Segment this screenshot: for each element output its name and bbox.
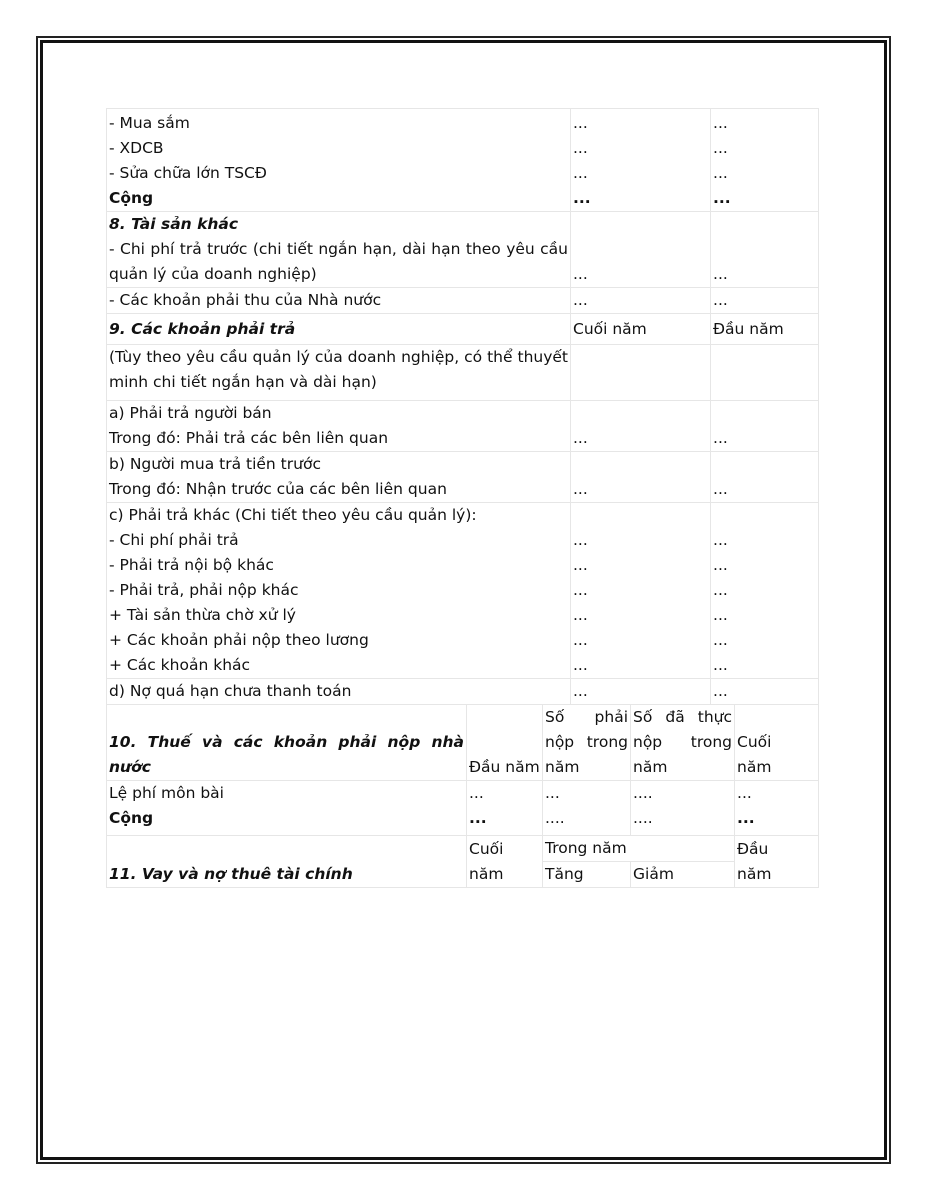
cell-value: ... (573, 531, 588, 549)
section-title: 11. Vay và nợ thuê tài chính (107, 836, 467, 888)
list-item: - Chi phí phải trả (109, 531, 239, 549)
section10-start (467, 781, 543, 836)
header-word: trong (690, 733, 733, 751)
cell-value: ... (573, 139, 588, 157)
table-row (107, 705, 819, 781)
header-word: Cuối (469, 840, 504, 858)
cell-value: ... (573, 606, 588, 624)
section10-payable (543, 781, 631, 836)
cell-value: .... (545, 809, 565, 827)
header-word: Số (633, 708, 653, 726)
list-item: - Sửa chữa lớn TSCĐ (109, 164, 267, 182)
cell-value: ... (469, 784, 484, 802)
cell-value: ... (571, 679, 711, 705)
empty-cell (711, 345, 819, 401)
header-word: nộp (633, 733, 663, 751)
list-item: + Các khoản khác (109, 656, 251, 674)
cell-value: ... (573, 631, 588, 649)
header-word: năm (545, 758, 580, 776)
cell-value: ... (573, 656, 588, 674)
total-label: Cộng (109, 189, 154, 207)
section9-c-col1 (571, 503, 711, 679)
column-header-payable (543, 705, 631, 781)
header-word: năm (633, 758, 668, 776)
table-row (107, 781, 819, 836)
header-word: Đầu (737, 840, 769, 858)
list-item: - XDCB (109, 139, 164, 157)
table-row (107, 503, 819, 679)
section9-a (107, 401, 571, 452)
list-item: - Chi phí trả trước (chi tiết ngắn hạn, dài hạn theo yêu cầu (109, 240, 568, 258)
cell-value: ... (573, 164, 588, 182)
section8-block (107, 212, 571, 288)
cell-value: ... (713, 189, 731, 207)
cell-value: .... (633, 784, 653, 802)
section7-col2 (711, 109, 819, 212)
header-word: năm (737, 758, 772, 776)
column-header: Cuối năm (571, 314, 711, 345)
section9-note (107, 345, 571, 401)
list-item: + Tài sản thừa chờ xử lý (109, 606, 296, 624)
note-text: minh chi tiết ngắn hạn và dài hạn) (109, 373, 377, 391)
header-word: đã (665, 708, 685, 726)
list-item: Trong đó: Phải trả các bên liên quan (109, 429, 389, 447)
notes-table (106, 108, 819, 888)
header-word: Cuối (737, 733, 772, 751)
cell-value: ... (713, 556, 728, 574)
list-item: Trong đó: Nhận trước của các bên liên quan (109, 480, 447, 498)
column-header: Đầu năm (711, 314, 819, 345)
cell-value: ... (713, 139, 728, 157)
list-item: a) Phải trả người bán (109, 404, 272, 422)
section9-c-col2 (711, 503, 819, 679)
section10-end (735, 781, 819, 836)
table-row (107, 288, 819, 314)
cell-value: ... (573, 556, 588, 574)
column-header-start (735, 836, 819, 888)
column-header: Giảm (631, 862, 735, 888)
section7-col1 (571, 109, 711, 212)
list-item: b) Người mua trả tiền trước (109, 455, 321, 473)
cell-value: ... (713, 581, 728, 599)
table-row (107, 401, 819, 452)
table-row (107, 679, 819, 705)
column-header: Đầu năm (467, 705, 543, 781)
list-item: c) Phải trả khác (Chi tiết theo yêu cầu quản lý): (109, 506, 477, 524)
cell-value: ... (573, 189, 591, 207)
list-item: - Phải trả nội bộ khác (109, 556, 274, 574)
header-word: năm (737, 865, 772, 883)
cell-value: ... (545, 784, 560, 802)
list-item: - Phải trả, phải nộp khác (109, 581, 299, 599)
empty-cell (571, 345, 711, 401)
column-header-end (735, 705, 819, 781)
section-title: 8. Tài sản khác (109, 215, 239, 233)
cell-value: ... (571, 212, 711, 288)
cell-value: ... (711, 288, 819, 314)
table-row (107, 345, 819, 401)
cell-value: ... (711, 212, 819, 288)
total-label: Cộng (109, 809, 154, 827)
cell-value: ... (713, 656, 728, 674)
list-item: - Các khoản phải thu của Nhà nước (107, 288, 571, 314)
header-word: năm (469, 865, 504, 883)
section-title: nước (109, 758, 151, 776)
list-item: - Mua sắm (109, 114, 190, 132)
cell-value: ... (713, 114, 728, 132)
table-row (107, 212, 819, 288)
table-row (107, 314, 819, 345)
column-header-end (467, 836, 543, 888)
section9-b (107, 452, 571, 503)
list-item: + Các khoản phải nộp theo lương (109, 631, 369, 649)
section10-paid (631, 781, 735, 836)
header-word: nộp (545, 733, 575, 751)
header-word: thực (697, 708, 733, 726)
header-word: Số (545, 708, 565, 726)
section-title: 9. Các khoản phải trả (107, 314, 571, 345)
cell-value: ... (737, 809, 755, 827)
header-word: phải (594, 708, 628, 726)
cell-value: ... (571, 452, 711, 503)
cell-value: ... (713, 164, 728, 182)
column-header-paid (631, 705, 735, 781)
cell-value: ... (713, 531, 728, 549)
section-title: 10. Thuế và các khoản phải nộp nhà (109, 733, 464, 751)
cell-value: ... (711, 452, 819, 503)
cell-value: ... (737, 784, 752, 802)
cell-value: ... (711, 401, 819, 452)
section10-title (107, 705, 467, 781)
column-header: Tăng (543, 862, 631, 888)
document-content (106, 108, 818, 888)
cell-value: ... (573, 581, 588, 599)
row-label: Lệ phí môn bài (109, 784, 224, 802)
header-word: trong (586, 733, 628, 751)
cell-value: ... (713, 631, 728, 649)
list-item: quản lý của doanh nghiệp) (109, 265, 317, 283)
column-header: Trong năm (543, 836, 735, 862)
cell-value: ... (469, 809, 487, 827)
cell-value: ... (573, 114, 588, 132)
cell-value: ... (713, 606, 728, 624)
section7-items (107, 109, 571, 212)
section10-labels (107, 781, 467, 836)
cell-value: ... (571, 401, 711, 452)
table-row (107, 452, 819, 503)
note-text: (Tùy theo yêu cầu quản lý của doanh nghiệp, có thể thuyết (109, 348, 568, 366)
cell-value: .... (633, 809, 653, 827)
section9-c (107, 503, 571, 679)
list-item: d) Nợ quá hạn chưa thanh toán (107, 679, 571, 705)
cell-value: ... (711, 679, 819, 705)
table-row (107, 109, 819, 212)
cell-value: ... (571, 288, 711, 314)
table-row (107, 836, 819, 862)
